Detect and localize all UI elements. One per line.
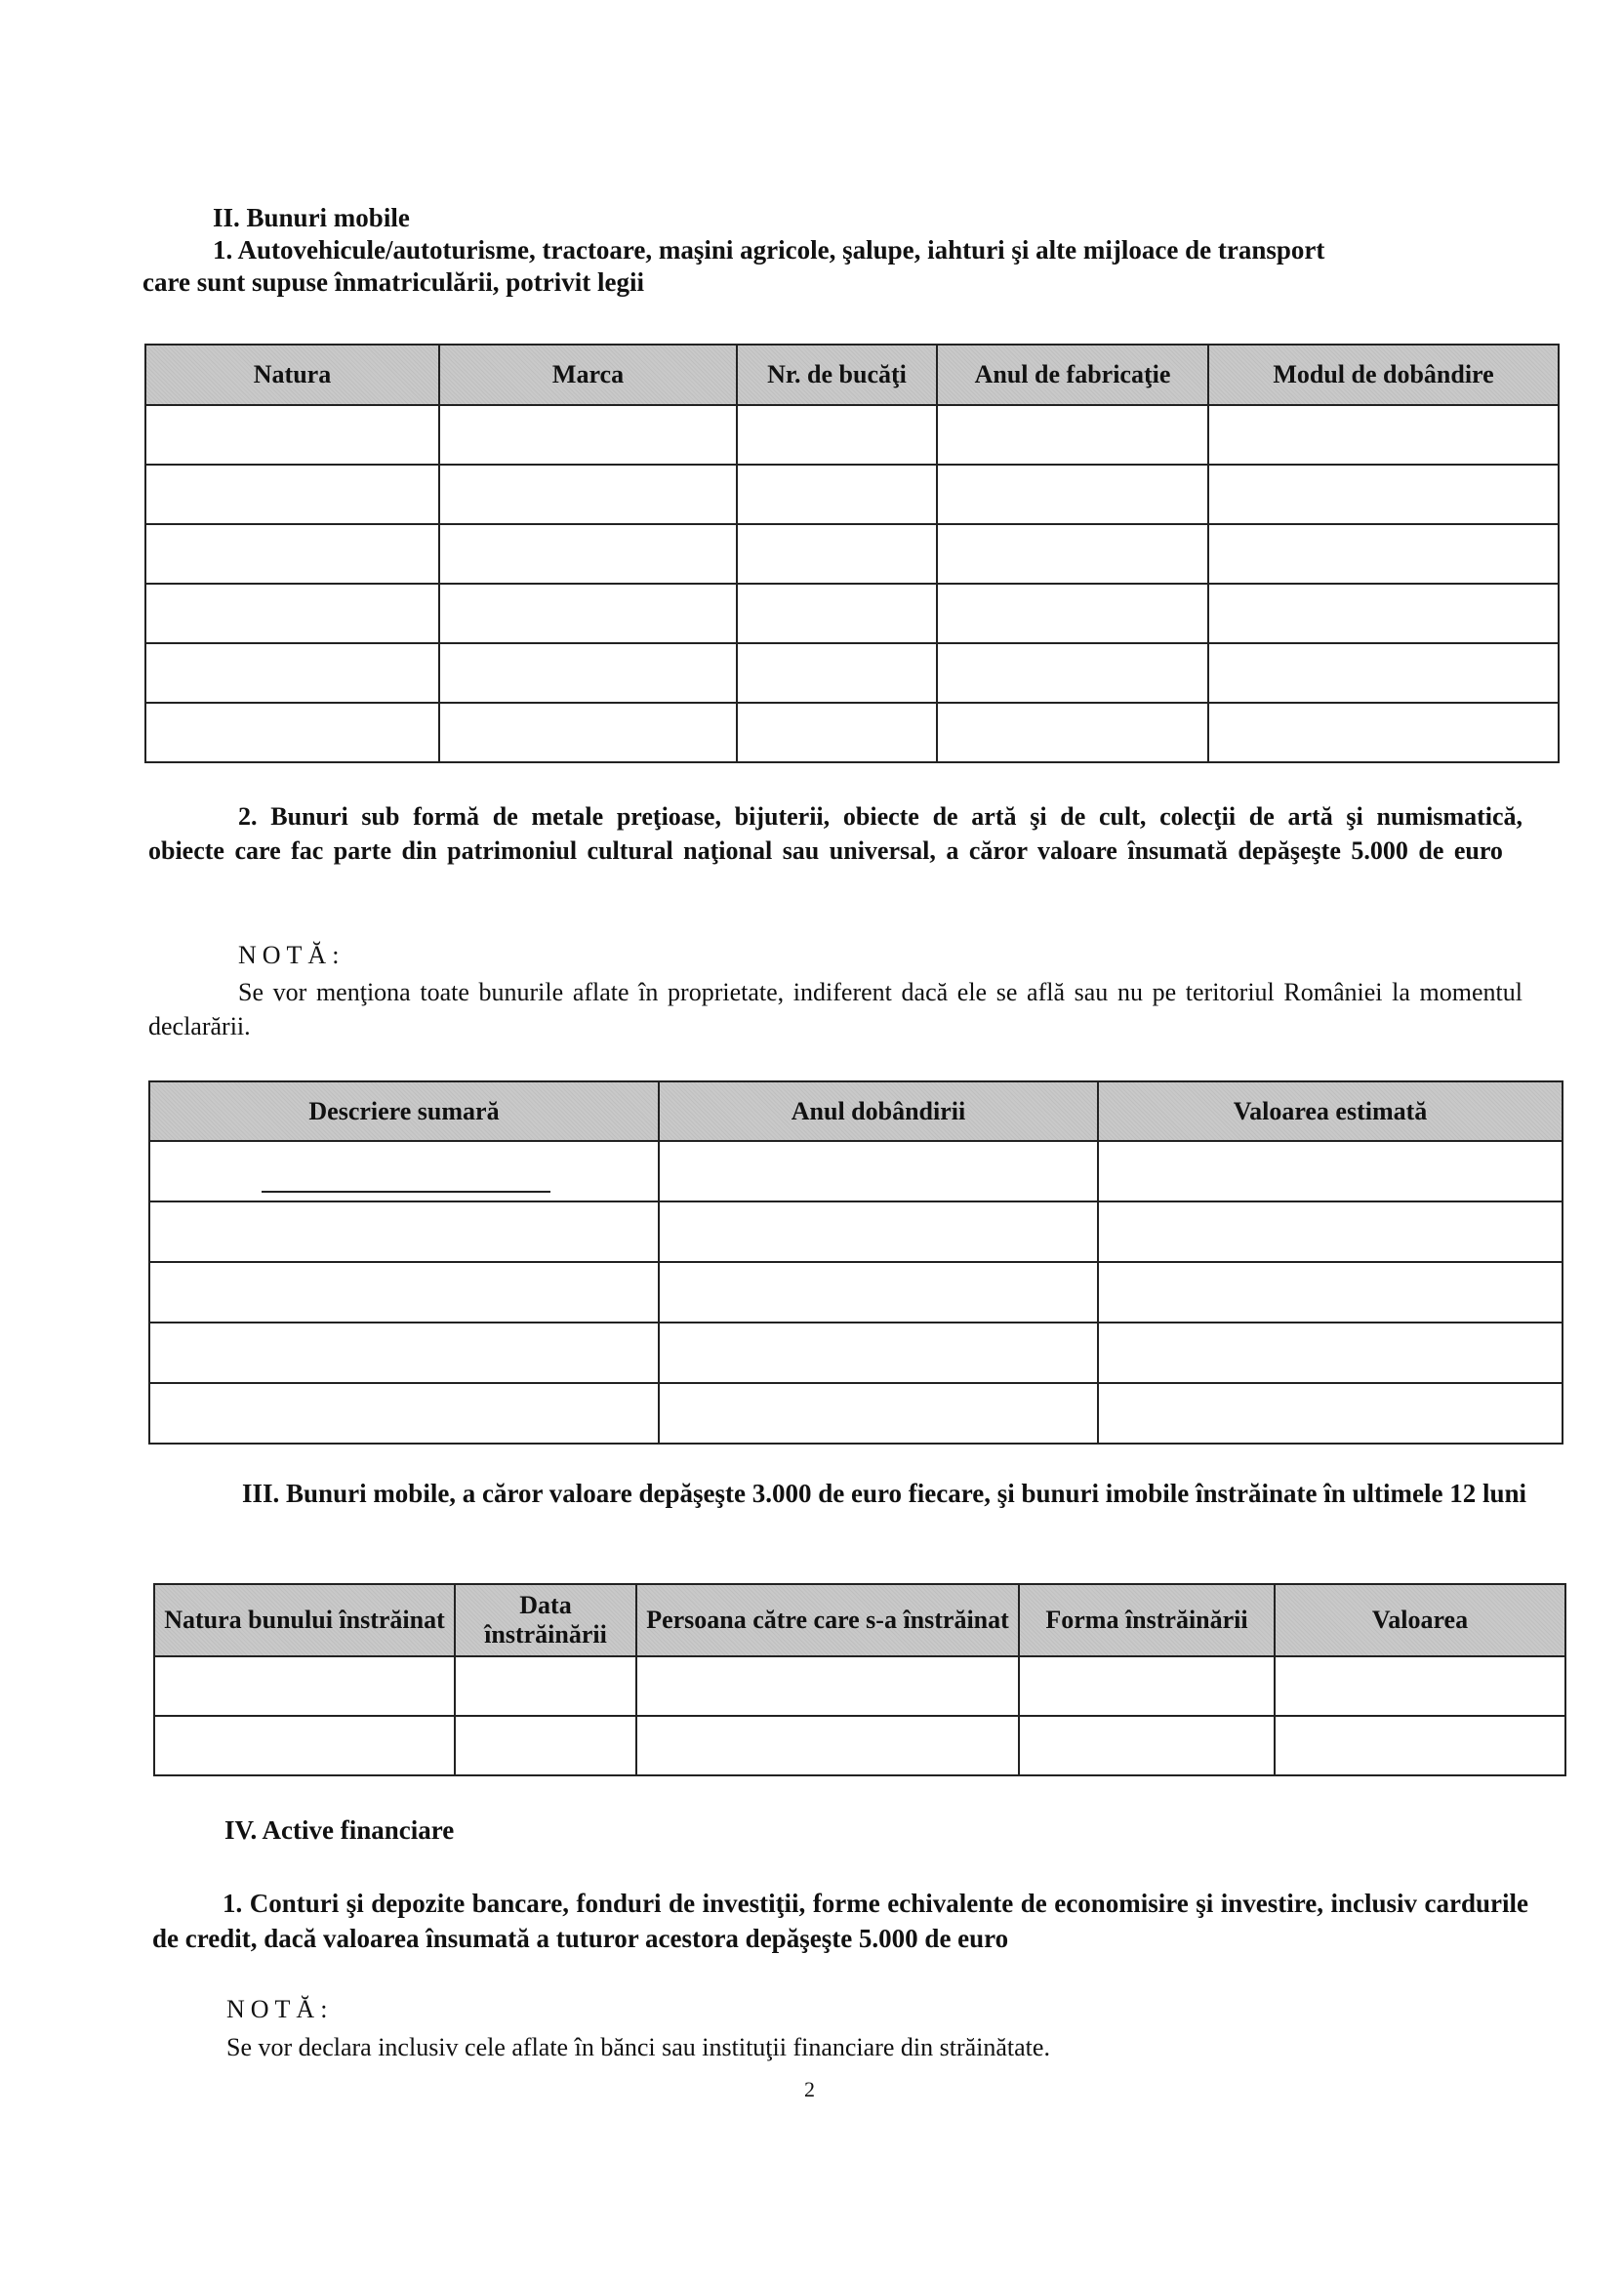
cell-descriere-sumara[interactable] — [149, 1323, 659, 1383]
cell-natura-bunului[interactable] — [154, 1656, 455, 1716]
item-iv-note-text: Se vor declara inclusiv cele aflate în bănci sau instituţii financiare din străinătate. — [226, 2033, 1050, 2061]
cell-valoarea-estimata[interactable] — [1098, 1323, 1563, 1383]
cell-valoarea[interactable] — [1275, 1716, 1565, 1775]
cell-valoarea[interactable] — [1275, 1656, 1565, 1716]
cell-nr-bucati[interactable] — [737, 584, 937, 643]
alienated-assets-table-header — [154, 1584, 1565, 1656]
item2-note-text: Se vor menţiona toate bunurile aflate în proprietate, indiferent dacă ele se află sau nu pe teritoriul României la momentul declarării. — [148, 978, 1522, 1040]
cell-valoarea-estimata[interactable] — [1098, 1383, 1563, 1444]
col-natura-bunului: Natura bunului înstrăinat — [154, 1584, 455, 1656]
cell-modul-dobandire[interactable] — [1208, 643, 1559, 703]
cell-natura[interactable] — [145, 405, 439, 465]
table-row — [149, 1141, 1563, 1201]
col-forma-instrainarii: Forma înstrăinării — [1019, 1584, 1275, 1656]
vehicles-table — [144, 344, 1560, 763]
table-row — [145, 643, 1559, 703]
table-row — [145, 703, 1559, 762]
col-valoarea: Valoarea — [1275, 1584, 1565, 1656]
section-iv-title: IV. Active financiare — [224, 1815, 455, 1845]
col-persoana: Persoana către care s-a înstrăinat — [636, 1584, 1019, 1656]
table-row — [145, 524, 1559, 584]
cell-modul-dobandire[interactable] — [1208, 465, 1559, 524]
table-row — [149, 1323, 1563, 1383]
cell-marca[interactable] — [439, 524, 737, 584]
cell-anul-dobandirii[interactable] — [659, 1201, 1098, 1262]
table-row — [154, 1656, 1565, 1716]
cell-valoarea-estimata[interactable] — [1098, 1201, 1563, 1262]
cell-forma-instrainarii[interactable] — [1019, 1656, 1275, 1716]
cell-data-instrainarii[interactable] — [455, 1716, 636, 1775]
col-anul-dobandirii: Anul dobândirii — [659, 1081, 1098, 1141]
item-iv-note-title: NOTĂ: — [226, 1995, 334, 2023]
cell-natura[interactable] — [145, 524, 439, 584]
table-row — [145, 405, 1559, 465]
valuables-table — [148, 1080, 1563, 1445]
cell-descriere-sumara[interactable] — [149, 1383, 659, 1444]
table-row — [154, 1716, 1565, 1775]
col-data-instrainarii: Data înstrăinării — [455, 1584, 636, 1656]
table-row — [149, 1262, 1563, 1323]
cell-data-instrainarii[interactable] — [455, 1656, 636, 1716]
cell-persoana[interactable] — [636, 1716, 1019, 1775]
cell-valoarea-estimata[interactable] — [1098, 1141, 1563, 1201]
valuables-table-header — [149, 1081, 1563, 1141]
table-row — [145, 584, 1559, 643]
cell-descriere-sumara[interactable] — [149, 1201, 659, 1262]
section-ii-item1-heading-line2: care sunt supuse înmatriculării, potrivit legii — [142, 267, 644, 297]
table-row — [149, 1201, 1563, 1262]
section-ii-item1-heading — [142, 234, 1558, 299]
cell-nr-bucati[interactable] — [737, 524, 937, 584]
cell-marca[interactable] — [439, 584, 737, 643]
col-nr-bucati: Nr. de bucăţi — [737, 345, 937, 405]
col-modul-dobandire: Modul de dobândire — [1208, 345, 1559, 405]
item2-note-title: NOTĂ: — [238, 941, 345, 969]
cell-forma-instrainarii[interactable] — [1019, 1716, 1275, 1775]
section-ii-item1-heading-line1: 1. Autovehicule/autoturisme, tractoare, maşini agricole, şalupe, iahturi şi alte mijloace de transport — [213, 235, 1325, 265]
section-iii-heading: III. Bunuri mobile, a căror valoare depăşeşte 3.000 de euro fiecare, şi bunuri imobile înstrăinate în ultimele 12 luni — [242, 1479, 1527, 1508]
cell-anul-dobandirii[interactable] — [659, 1262, 1098, 1323]
cell-nr-bucati[interactable] — [737, 643, 937, 703]
cell-anul-dobandirii[interactable] — [659, 1323, 1098, 1383]
cell-nr-bucati[interactable] — [737, 465, 937, 524]
cell-persoana[interactable] — [636, 1656, 1019, 1716]
vehicles-table-header — [145, 345, 1559, 405]
section-iv-item1-heading: 1. Conturi şi depozite bancare, fonduri de investiţii, forme echivalente de economisire şi investire, inclusiv cardurile de credit, dacă valoarea însumată a tuturor acestora depăşeşte 5.000 de euro — [152, 1889, 1528, 1953]
cell-descriere-sumara[interactable] — [149, 1262, 659, 1323]
col-anul-fabricatie: Anul de fabricaţie — [937, 345, 1208, 405]
cell-valoarea-estimata[interactable] — [1098, 1262, 1563, 1323]
cell-anul-fabricatie[interactable] — [937, 643, 1208, 703]
col-descriere-sumara: Descriere sumară — [149, 1081, 659, 1141]
section-ii-item2-heading: 2. Bunuri sub formă de metale preţioase, bijuterii, obiecte de artă şi de cult, colecţii de artă şi numismatică, obiecte care fac parte din patrimoniul cultural naţional sau universal, a căror valoare însumată depăşeşte 5.000 de euro — [148, 802, 1522, 865]
section-ii-title: II. Bunuri mobile — [213, 203, 410, 232]
cell-marca[interactable] — [439, 703, 737, 762]
cell-natura[interactable] — [145, 703, 439, 762]
handwritten-underline — [262, 1191, 550, 1193]
table-row — [145, 465, 1559, 524]
cell-anul-fabricatie[interactable] — [937, 703, 1208, 762]
cell-marca[interactable] — [439, 465, 737, 524]
cell-marca[interactable] — [439, 405, 737, 465]
page-number: 2 — [804, 2077, 815, 2101]
cell-anul-fabricatie[interactable] — [937, 405, 1208, 465]
cell-nr-bucati[interactable] — [737, 405, 937, 465]
alienated-assets-table — [153, 1583, 1566, 1776]
cell-modul-dobandire[interactable] — [1208, 405, 1559, 465]
col-valoarea-estimata: Valoarea estimată — [1098, 1081, 1563, 1141]
cell-anul-fabricatie[interactable] — [937, 584, 1208, 643]
cell-anul-fabricatie[interactable] — [937, 524, 1208, 584]
cell-modul-dobandire[interactable] — [1208, 584, 1559, 643]
cell-natura-bunului[interactable] — [154, 1716, 455, 1775]
cell-nr-bucati[interactable] — [737, 703, 937, 762]
col-natura: Natura — [145, 345, 439, 405]
cell-natura[interactable] — [145, 465, 439, 524]
table-row — [149, 1383, 1563, 1444]
cell-marca[interactable] — [439, 643, 737, 703]
cell-modul-dobandire[interactable] — [1208, 703, 1559, 762]
cell-descriere-sumara[interactable] — [149, 1141, 659, 1201]
cell-modul-dobandire[interactable] — [1208, 524, 1559, 584]
cell-natura[interactable] — [145, 584, 439, 643]
cell-natura[interactable] — [145, 643, 439, 703]
cell-anul-dobandirii[interactable] — [659, 1383, 1098, 1444]
col-marca: Marca — [439, 345, 737, 405]
cell-anul-fabricatie[interactable] — [937, 465, 1208, 524]
cell-anul-dobandirii[interactable] — [659, 1141, 1098, 1201]
